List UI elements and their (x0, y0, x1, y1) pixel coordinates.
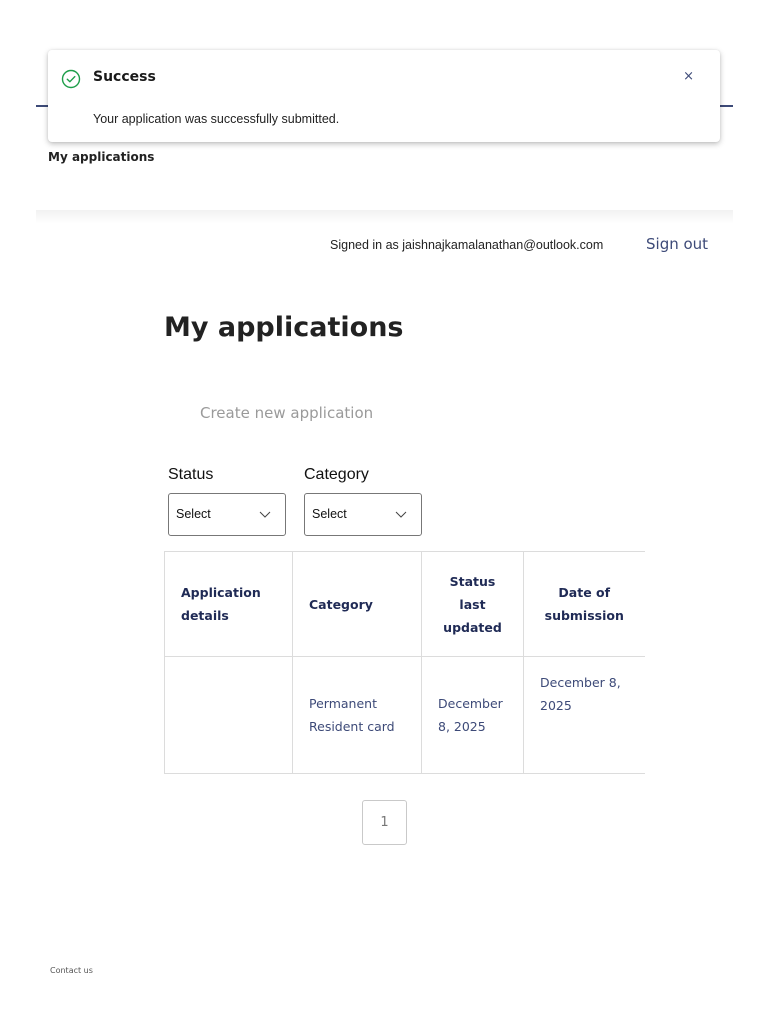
check-circle-icon (61, 69, 81, 89)
signed-in-text: Signed in as jaishnajkamalanathan@outlook.com (330, 238, 604, 252)
page-title: My applications (164, 312, 404, 343)
toast-message: Your application was successfully submitted. (93, 112, 340, 126)
sign-out-link[interactable]: Sign out (646, 235, 709, 253)
category-filter-label: Category (304, 466, 369, 483)
category-select-value: Select (312, 507, 347, 521)
status-select-value: Select (176, 507, 211, 521)
chevron-down-icon (259, 509, 271, 519)
table-header-row (165, 552, 645, 657)
header-divider (36, 210, 733, 224)
status-select[interactable] (168, 493, 286, 536)
column-header-date-of-submission[interactable]: Date of submission (524, 552, 645, 657)
category-filter (304, 466, 422, 536)
column-header-category[interactable]: Category (293, 552, 422, 657)
close-icon[interactable]: × (683, 69, 694, 84)
applications-table (164, 551, 645, 774)
cell-status-last-updated: December 8, 2025 (422, 657, 524, 774)
cell-category: Permanent Resident card (293, 657, 422, 774)
chevron-down-icon (395, 509, 407, 519)
category-select[interactable] (304, 493, 422, 536)
column-header-status-last-updated[interactable]: Status last updated (422, 552, 524, 657)
pagination-page-button[interactable]: 1 (362, 800, 407, 845)
column-header-application-details[interactable]: Application details (165, 552, 293, 657)
cell-application-details (165, 657, 293, 774)
contact-us-link[interactable]: Contact us (50, 966, 93, 975)
status-filter (168, 466, 286, 536)
create-new-application-link[interactable]: Create new application (200, 404, 374, 422)
cell-date-of-submission: December 8, 2025 (524, 657, 645, 774)
applications-table-container[interactable] (164, 551, 624, 759)
status-filter-label: Status (168, 466, 214, 483)
table-row[interactable] (165, 657, 645, 774)
success-toast (48, 50, 720, 142)
breadcrumb[interactable]: My applications (48, 150, 155, 164)
toast-title: Success (93, 69, 156, 85)
